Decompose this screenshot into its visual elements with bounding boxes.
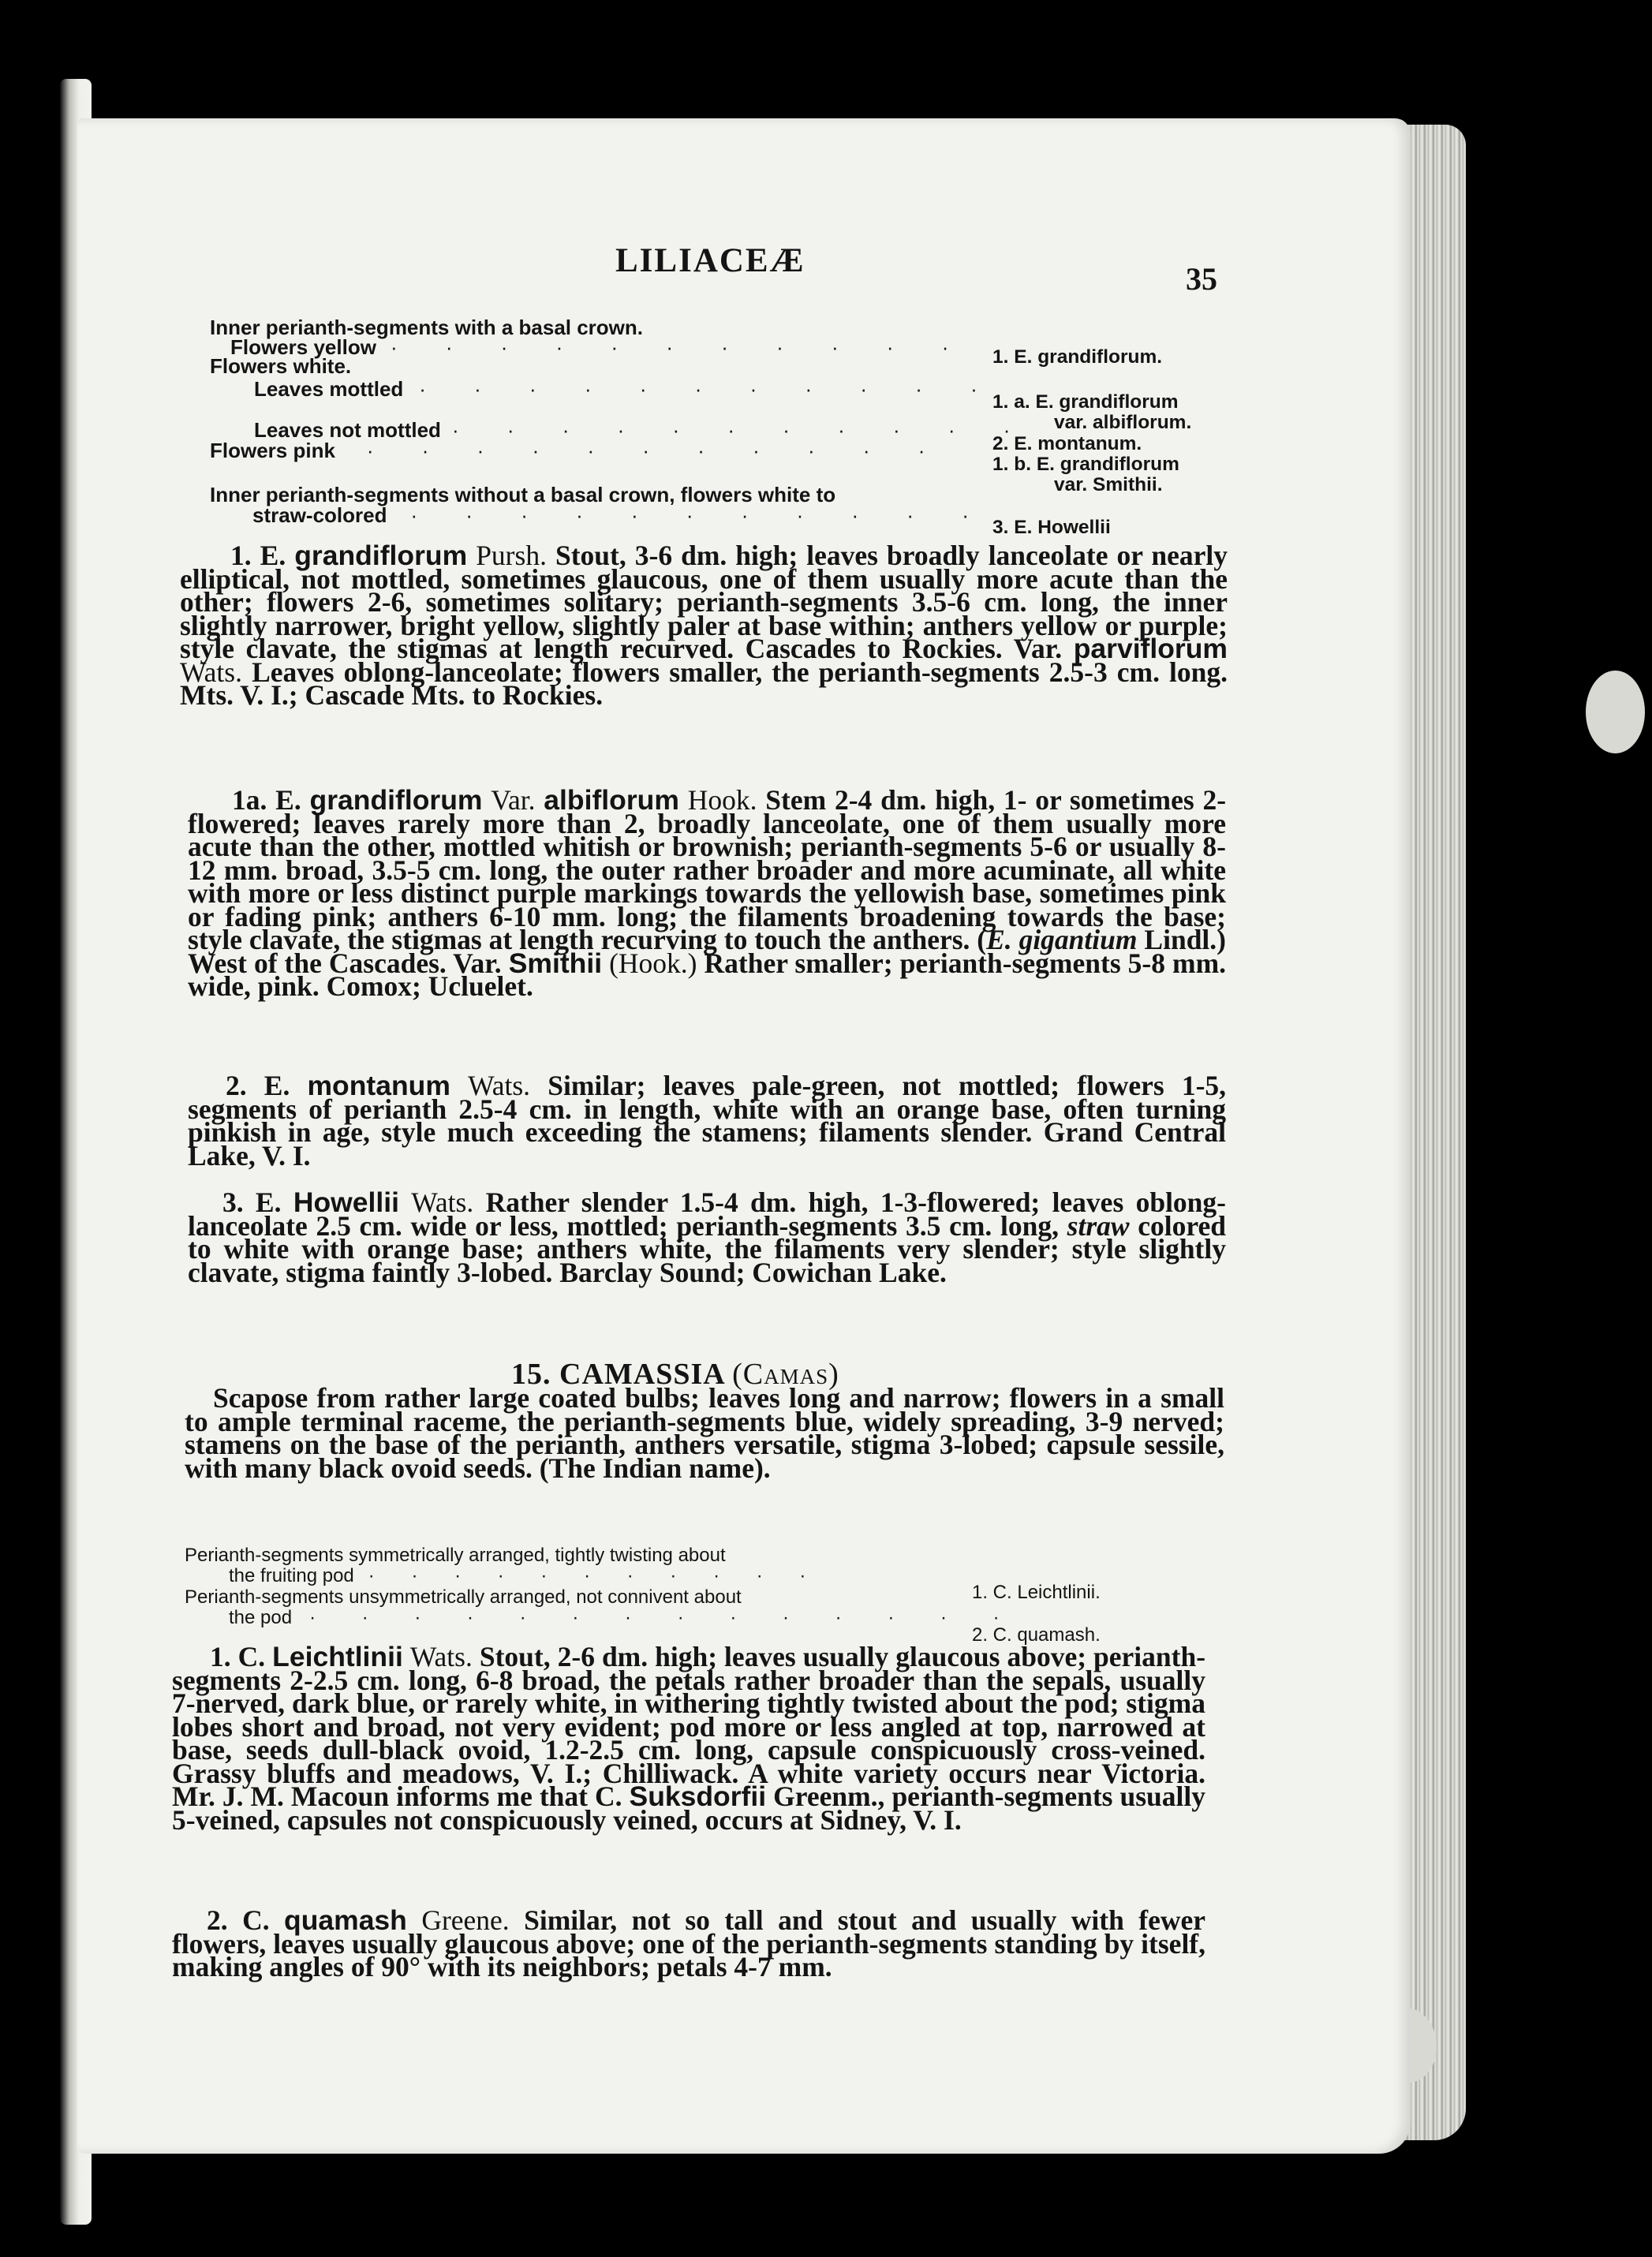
paper-tear-mark: [1586, 671, 1645, 753]
key-lead: Perianth-segments symmetrically arranged, tightly twisting about: [185, 1545, 726, 1566]
key-lead: Flowers yellow: [230, 335, 376, 359]
key-lead: Inner perianth-segments without a basal crown, flowers white to: [210, 483, 836, 506]
species-name: Leichtlinii: [272, 1641, 403, 1672]
entry-number: 1. C.: [210, 1641, 266, 1672]
species-description: Similar; leaves pale-green, not mottled; flowers 1-5, segments of perianth 2.5-4 cm. in length, white with an orange base, often turning pinkish in age, style much exceeding the stamens; filaments slender. Grand Central Lake, V. I.: [188, 1070, 1227, 1171]
genus-description: [185, 1382, 1224, 1484]
variety-name: parviflorum: [1073, 633, 1228, 664]
key-result: var. Smithii.: [1054, 474, 1163, 495]
key-result: 1. b. E. grandiflorum: [992, 454, 1179, 475]
species-author: Greene.: [421, 1904, 510, 1936]
page-number: 35: [1186, 261, 1217, 297]
key-lead: straw-colored: [252, 503, 387, 527]
genus-heading: 15. CAMASSIA: [511, 1358, 724, 1391]
species-description: Stout, 2-6 dm. high; leaves usually glaucous above; perianth-segments 2-2.5 cm. long, 6-8 broad, the petals rather broader than the sepals, usually 7-nerved, dark blue, or rarely white, in withering tightly twisted about the pod; stigma lobes short and broad, not very evident; pod more or less angled at top, narrowed at base, seeds dull-black ovoid, 1.2-2.5 cm. long, capsule conspicuously cross-veined. Grassy bluffs and meadows, V. I.; Chilliwack. A white variety occurs near Victoria. Mr. J. M. Macoun informs me that C.: [172, 1641, 1206, 1812]
key-lead: Flowers white.: [210, 354, 352, 378]
leader-dots: · · · · · · · · · · ·: [451, 418, 1032, 442]
variety-author: Wats.: [180, 656, 242, 688]
variety-name: albiflorum: [544, 784, 679, 816]
key-lead: Perianth-segments unsymmetrically arranged, not connivent about: [185, 1586, 742, 1608]
key-result: 3. E. Howellii: [992, 517, 1111, 538]
species-description: Rather slender 1.5-4 dm. high, 1-3-flowered; leaves oblong-lanceolate 2.5 cm. wide or less, mottled; perianth-segments 3.5 cm. long,: [188, 1186, 1226, 1242]
species-name: quamash: [284, 1904, 407, 1936]
species-description: colored to white with orange base; anthers white, the filaments very slender; style slightly clavate, stigma faintly 3-lobed. Barclay Sound; Cowichan Lake.: [188, 1209, 1227, 1288]
species-description: Lindl.) West of the Cascades. Var.: [188, 924, 1226, 979]
leader-dots: · · · · · · · · · · ·: [368, 1565, 822, 1586]
italic-term: straw: [1067, 1209, 1130, 1242]
leader-dots: · · · · · · · · · · ·: [390, 335, 970, 359]
related-species-name: Suksdorfii: [629, 1781, 767, 1812]
species-description: Greenm., perianth-segments usually 5-veined, capsules not conspicuously veined, occurs at Sidney, V. I.: [172, 1781, 1206, 1836]
variety-description: Rather smaller; perianth-segments 5-8 mm. wide, pink. Comox; Ucluelet.: [188, 947, 1227, 1002]
entry-number: 1a. E.: [232, 784, 301, 816]
key-result: 1. C. Leichtlinii.: [972, 1582, 1101, 1603]
species-description: Stem 2-4 dm. high, 1- or sometimes 2-flowered; leaves rarely more than 2, broadly lanceolate, one of them usually more acute than the other, mottled whitish or brownish; perianth-segments 5-6 or usually 8-12 mm. broad, 3.5-5 cm. long, the outer rather broader and more acuminate, all white with more or less distinct purple markings towards the yellowish base, sometimes pink or fading pink; anthers 6-10 mm. long; the filaments broadening towards the base; style clavate, the stigmas at length recurving to touch the anthers. (: [188, 784, 1227, 955]
key-result: 1. E. grandiflorum.: [992, 346, 1163, 368]
species-entry-leichtlinii: [172, 1641, 1206, 1836]
key-lead: the fruiting pod: [229, 1565, 354, 1586]
species-name: grandiflorum: [309, 784, 483, 816]
entry-number: 2. C.: [207, 1904, 270, 1936]
leader-dots: · · · · · · · · · · ·: [419, 377, 999, 401]
leader-dots: · · · · · · · · · · ·: [366, 439, 947, 462]
species-author: Wats.: [411, 1186, 474, 1218]
species-entry-montanum: [188, 1070, 1227, 1171]
variety-name: Smithii: [508, 947, 603, 979]
key-lead: the pod: [229, 1607, 293, 1628]
species-description: Stout, 3-6 dm. high; leaves broadly lanceolate or nearly elliptical, not mottled, sometimes glaucous, one of them usually more acute than the other; flowers 2-6, sometimes solitary; perianth-segments 3.5-6 cm. long, the inner slightly narrower, bright yellow, slightly paler at base within; anthers yellow or purple; style clavate, the stigmas at length recurved. Cascades to Rockies. Var.: [180, 540, 1228, 664]
variety-description: Leaves oblong-lanceolate; flowers smaller, the perianth-segments 2.5-3 cm. long. Mts. V. I.; Cascade Mts. to Rockies.: [180, 656, 1228, 711]
species-entry-albiflorum: [188, 784, 1227, 1002]
species-entry-grandiflorum: [180, 540, 1228, 711]
species-name: Howellii: [293, 1186, 399, 1218]
entry-number: 3. E.: [222, 1186, 282, 1218]
page-edges: [1403, 125, 1466, 2140]
key-result: var. albiflorum.: [1054, 412, 1192, 433]
running-head: LILIACEÆ: [615, 242, 805, 279]
species-author: Hook.: [687, 784, 757, 816]
key-result: 1. a. E. grandiflorum: [992, 391, 1179, 413]
key-result: 2. C. quamash.: [972, 1624, 1101, 1646]
species-author: Pursh.: [476, 540, 547, 571]
entry-number: 1. E.: [230, 540, 286, 571]
synonym-name: E. gigantium: [986, 924, 1138, 955]
common-name: (Camas): [732, 1358, 839, 1391]
leader-dots: · · · · · · · · · · · · · ·: [309, 1607, 1020, 1628]
key-lead: Leaves mottled: [254, 377, 404, 401]
species-entry-howellii: [188, 1186, 1227, 1288]
species-name: montanum: [307, 1070, 450, 1101]
leader-dots: · · · · · · · · · · ·: [410, 503, 990, 527]
species-author: Wats.: [409, 1641, 473, 1672]
variety-author: (Hook.): [609, 947, 697, 979]
key-result: 2. E. montanum.: [992, 433, 1142, 454]
species-author: Wats.: [468, 1070, 531, 1101]
key-lead: Inner perianth-segments with a basal crown.: [210, 316, 644, 339]
key-lead: Flowers pink: [210, 439, 335, 462]
species-entry-quamash: [172, 1904, 1205, 1982]
entry-number: 2. E.: [226, 1070, 290, 1101]
key-lead: Leaves not mottled: [254, 418, 441, 442]
variety-marker: Var.: [491, 784, 536, 816]
species-name: grandiflorum: [294, 540, 468, 571]
species-description: Similar, not so tall and stout and usually with fewer flowers, leaves usually glaucous above; one of the perianth-segments standing by itself, making angles of 90° with its neighbors; petals 4-7 mm.: [172, 1904, 1205, 1982]
genus-text: Scapose from rather large coated bulbs; leaves long and narrow; flowers in a small to ample terminal raceme, the perianth-segments blue, widely spreading, 3-9 nerved; stamens on the base of the perianth, anthers versatile, stigma 3-lobed; capsule sessile, with many black ovoid seeds. (The Indian name).: [185, 1382, 1224, 1484]
